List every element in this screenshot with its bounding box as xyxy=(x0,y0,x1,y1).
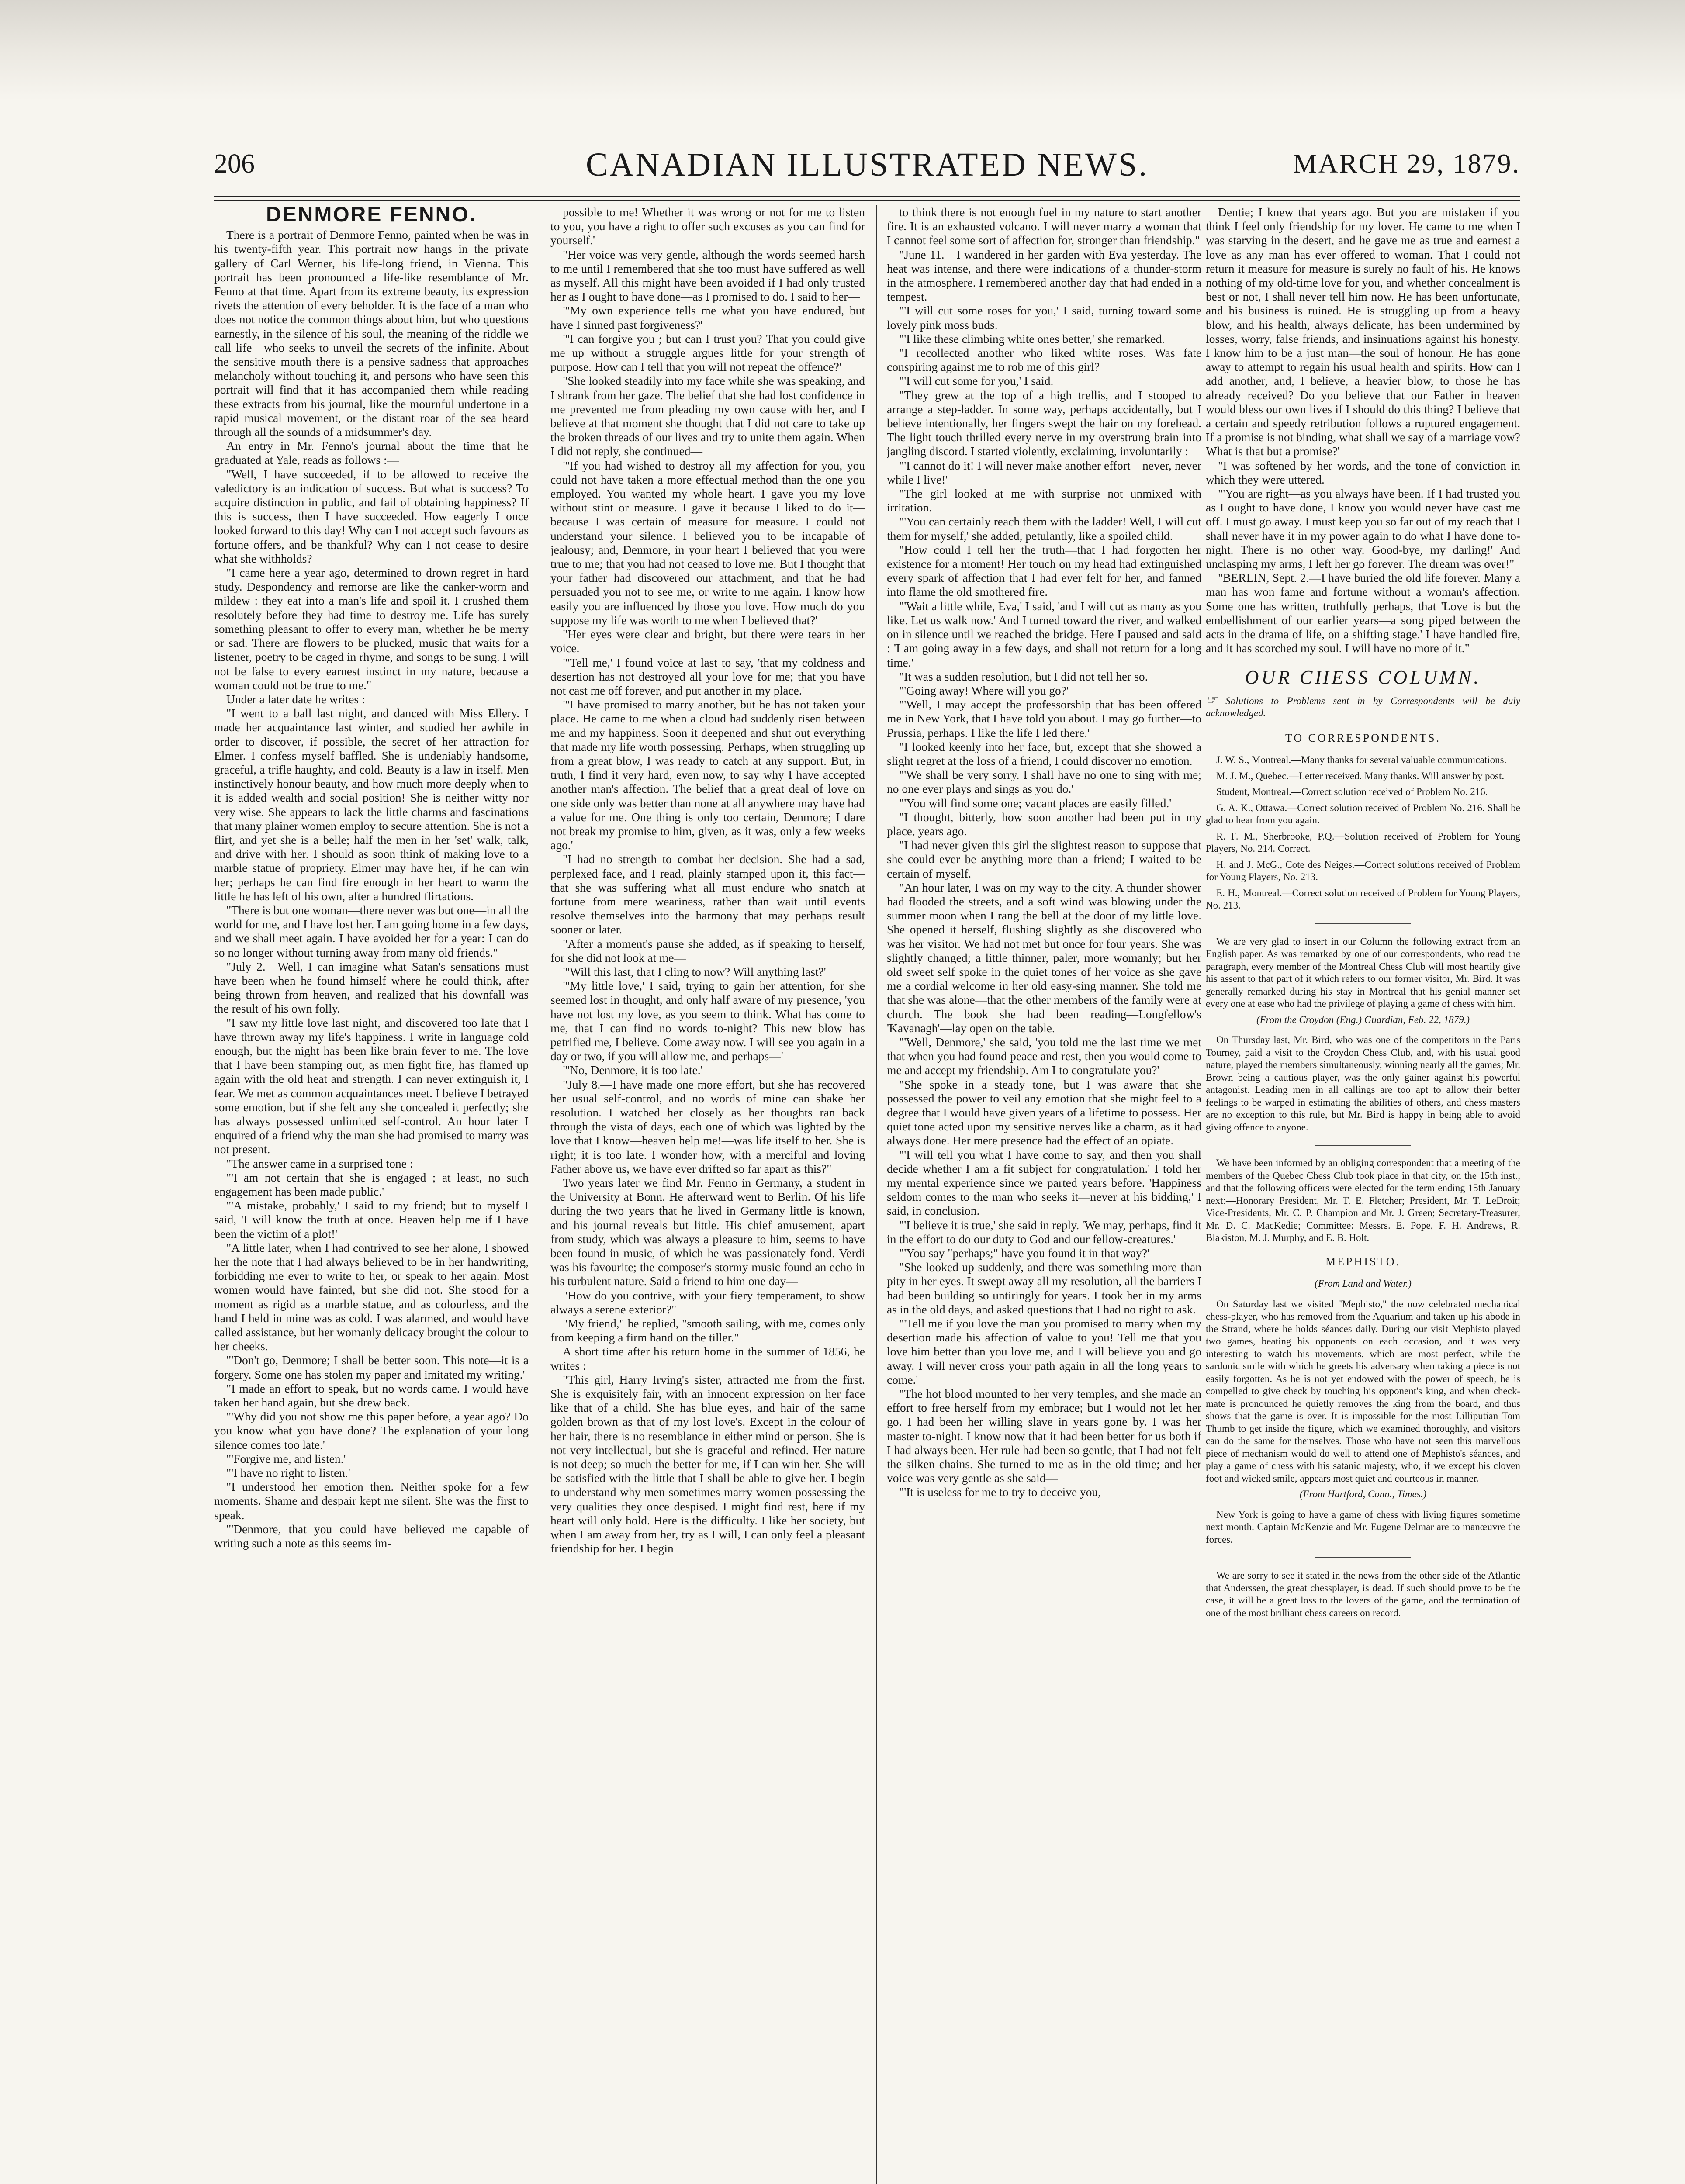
divider xyxy=(1315,1145,1411,1146)
column-1 xyxy=(214,205,529,2184)
column-2 xyxy=(550,205,865,2184)
paragraph: "'A mistake, probably,' I said to my friend; but to myself I said, 'I will know the truth at once. Heaven help me if I have been the victim of a plot!' xyxy=(214,1199,529,1241)
paragraph: possible to me! Whether it was wrong or not for me to listen to you, you have a right to offer such excuses as you can find for yourself.' xyxy=(550,205,865,247)
paragraph: "'You will find some one; vacant places are easily filled.' xyxy=(899,796,1172,810)
paragraph: "Her eyes were clear and bright, but there were tears in her voice. xyxy=(550,627,865,655)
paragraph: E. H., Montreal.—Correct solution received of Problem for Young Players, No. 213. xyxy=(1206,887,1520,911)
chess-column-title: OUR CHESS COLUMN. xyxy=(1245,666,1481,688)
paragraph: "'Well, I may accept the professorship that has been offered me in New York, that I have told you about. I may go further—to Prussia, perhaps. I like the life I led there.' xyxy=(887,698,1201,740)
paragraph: "How do you contrive, with your fiery temperament, to show always a serene exterior?" xyxy=(550,1288,865,1316)
chess-column xyxy=(1206,694,1520,1620)
paragraph: "'I can forgive you ; but can I trust you? That you could give me up without a struggle argues little for your strength of purpose. How can I tell that you will not repeat the offence?' xyxy=(550,332,865,374)
paragraph: "I had never given this girl the slightest reason to suppose that she could ever be anything more than a friend; I waited to be certain of myself. xyxy=(887,838,1201,880)
paragraph: "I made an effort to speak, but no words came. I would have taken her hand again, but she drew back. xyxy=(214,1381,529,1410)
header-rule-thick xyxy=(214,196,1520,197)
column-1-body xyxy=(214,228,529,1550)
paragraph: "'We shall be very sorry. I shall have no one to sing with me; no one ever plays and sings as you do.' xyxy=(887,768,1201,796)
column-4 xyxy=(1206,205,1520,2184)
paragraph: M. J. M., Quebec.—Letter received. Many thanks. Will answer by post. xyxy=(1216,770,1505,781)
paragraph: Student, Montreal.—Correct solution received of Problem No. 216. xyxy=(1216,786,1488,798)
chess-paragraph-2: On Thursday last, Mr. Bird, who was one of the competitors in the Paris Tourney, paid a visit to the Croydon Chess Club, and, with his usual good nature, played the members simultaneously, winning nearly all the games; Mr. Brown being a cautious player, was the only gainer against his powerful antagonist. Leading men in all callings are too apt to allow their better feelings to be warped in estimating the abilities of others, and chess masters are no exception to this rule, but Mr. Bird is happy in being able to avoid giving offence to anyone. xyxy=(1206,1034,1520,1133)
issue-date: MARCH 29, 1879. xyxy=(1293,149,1520,179)
paragraph: "'If you had wished to destroy all my affection for you, you could not have taken a more effectual method than the one you employed. You wanted my whole heart. I gave you my love without stint or measure. I gave it because I liked to do it—because I was certain of measure for measure. I could not understand your silence. I believed you to be incapable of jealousy; and, Denmore, in your heart I believed that you were true to me; that you had not ceased to love me. But I thought that your father had discovered our attachment, and that he had persuaded you not to see me, or write to me again. I know how easily you are influenced by those you love. How much do you suppose my life was worth to me when I believed that?' xyxy=(550,458,865,627)
source-credit-2: (From Land and Water.) xyxy=(1315,1278,1412,1289)
paragraph: "It was a sudden resolution, but I did not tell her so. xyxy=(899,669,1148,683)
paragraph: to think there is not enough fuel in my nature to start another fire. It is an exhausted volcano. I will never marry a woman that I cannot feel some sort of affection for, stronger than friendship." xyxy=(887,205,1201,247)
mephisto-title: MEPHISTO. xyxy=(1325,1255,1401,1268)
paragraph: "'I have no right to listen.' xyxy=(226,1466,350,1480)
paragraph: "'You say "perhaps;" have you found it in that way?' xyxy=(899,1246,1150,1260)
paragraph: "I understood her emotion then. Neither spoke for a few moments. Shame and despair kept me silent. She was the first to speak. xyxy=(214,1480,529,1522)
source-credit-1: (From the Croydon (Eng.) Guardian, Feb. 22, 1879.) xyxy=(1256,1014,1470,1025)
paragraph: "My friend," he replied, "smooth sailing, with me, comes only from keeping a firm hand on the tiller." xyxy=(550,1317,865,1344)
paragraph: "'Tell me if you love the man you promised to marry when my desertion made his affection of value to you! Tell me that you love him better than you love me, and I will believe you and go away. I will never cross your path again in all the long years to come.' xyxy=(887,1317,1201,1386)
paragraph: "'I will tell you what I have come to say, and then you shall decide whether I am a fit subject for congratulation.' I told her my mental experience since we parted years before. 'Happiness seldom comes to the man who seeks it—never at his bidding,' I said, in conclusion. xyxy=(887,1147,1201,1218)
paragraph: There is a portrait of Denmore Fenno, painted when he was in his twenty-fifth year. This portrait now hangs in the private gallery of Carl Werner, his life-long friend, in Vienna. This portrait has been pronounced a life-like resemblance of Mr. Fenno at that time. Apart from its extreme beauty, its expression rivets the attention of every beholder. It is the face of a man who does not notice the common things about him, but who questions earnestly, in the silence of his soul, the meaning of the riddle we call life—who seeks to unveil the secrets of the infinite. About the sensitive mouth there is a pensive sadness that approaches melancholy without touching it, and persons who have seen this portrait will find that it has accompanied them while reading these extracts from his journal, like the mournful undertone in a rapid musical movement, or the distant roar of the sea heard through all the sounds of a midsummer's day. xyxy=(214,228,529,439)
paragraph: "This girl, Harry Irving's sister, attracted me from the first. She is exquisitely fair, with an innocent expression on her face like that of a child. She has blue eyes, and hair of the same golden brown as that of my lost love's. Except in the colour of her hair, there is no resemblance in either mind or person. She is not very intellectual, but she is graceful and refined. Her nature is not deep; so much the better for me, if I can win her. She will be satisfied with the little that I shall be able to give her. I begin to understand why men sometimes marry women possessing the very qualities they once despised. I might find rest, here if my heart will only hold. Here is the difficulty. I like her society, but when I am away from her, try as I will, I can only feel a pleasant friendship for her. I begin xyxy=(550,1372,865,1555)
paragraph: An entry in Mr. Fenno's journal about the time that he graduated at Yale, reads as follows :— xyxy=(214,439,529,467)
paragraph: "An hour later, I was on my way to the city. A thunder shower had flooded the streets, and a soft wind was blowing under the summer moon when I rang the bell at the door of my little love. She opened it herself, flushing slightly as she discovered who was her visitor. We had not met but once for four years. She was slightly changed; a little thinner, paler, more womanly; but her old sweet self spoke in the quiet tones of her voice as she gave me a cordial welcome in her old easy-sing manner. She told me that she was alone—that the other members of the family were at church. The book she had been reading—Longfellow's 'Kavanagh'—lay open on the table. xyxy=(887,880,1201,1035)
paragraph: "I saw my little love last night, and discovered too late that I have thrown away my life's happiness. I write in language cold enough, but the night has been like brain fever to me. The love that I have been stamping out, as men fight fire, has flamed up again with the old heat and strength. I can never extinguish it, I fear. We met as common acquaintances meet. I believe I betrayed some emotion, but if she felt any she concealed it perfectly; she has always possessed unlimited self-control. An hour later I enquired of a friend why the man she had promised to marry was not present. xyxy=(214,1016,529,1156)
paragraph: "'You are right—as you always have been. If I had trusted you as I ought to have done, I know you would never have cast me off. I must go away. I must keep you so far out of my reach that I shall never have it in my power again to do what I have done to-night. There is no other way. Good-bye, my darling!' And unclasping my arms, I left her go forever. The dream was over!" xyxy=(1206,487,1520,571)
paragraph: J. W. S., Montreal.—Many thanks for several valuable communications. xyxy=(1216,754,1507,766)
paragraph: "The girl looked at me with surprise not unmixed with irritation. xyxy=(887,487,1201,515)
paragraph: R. F. M., Sherbrooke, P.Q.—Solution received of Problem for Young Players, No. 214. Correct. xyxy=(1206,830,1520,854)
correspondents-title: TO CORRESPONDENTS. xyxy=(1285,731,1441,744)
paragraph: "I thought, bitterly, how soon another had been put in my place, years ago. xyxy=(887,810,1201,838)
paragraph: "She looked up suddenly, and there was something more than pity in her eyes. It swept away all my resolution, all the barriers I had been building so untiringly for years. I took her in my arms as in the old days, and asked questions that I had no right to ask. xyxy=(887,1260,1201,1316)
page-header xyxy=(214,144,1520,192)
paragraph: "'You can certainly reach them with the ladder! Well, I will cut them for myself,' she added, petulantly, like a spoiled child. xyxy=(887,515,1201,543)
divider xyxy=(1315,923,1411,924)
paragraph: "Well, I have succeeded, if to be allowed to receive the valedictory is an indication of success. But what is success? To acquire distinction in public, and fail of obtaining happiness? If this is success, then I have succeeded. How eagerly I once looked forward to this day! Why can I not accept such favours as fortune offers, and be thankful? Why can I not cease to desire what she withholds? xyxy=(214,467,529,565)
page-number: 206 xyxy=(214,149,255,179)
article-title: DENMORE FENNO. xyxy=(266,205,477,226)
paragraph: "'It is useless for me to try to deceive you, xyxy=(899,1485,1101,1499)
paragraph: "July 2.—Well, I can imagine what Satan's sensations must have been when he found himself where he could think, after being thrown from heaven, and realized that his downfall was the result of his own folly. xyxy=(214,959,529,1016)
pointing-hand-icon: ☞ xyxy=(1206,692,1218,707)
paragraph: "'My own experience tells me what you have endured, but have I sinned past forgiveness?' xyxy=(550,304,865,332)
paragraph: "After a moment's pause she added, as if speaking to herself, for she did not look at me— xyxy=(550,936,865,964)
paragraph: "How could I tell her the truth—that I had forgotten her existence for a moment! Her touch on my head had extinguished every spark of affection that I had ever felt for her, and fanned into flame the old smothered fire. xyxy=(887,543,1201,599)
paragraph: "'Don't go, Denmore; I shall be better soon. This note—it is a forgery. Some one has stolen my paper and imitated my writing.' xyxy=(214,1353,529,1381)
paragraph: "'Denmore, that you could have believed me capable of writing such a note as this seems im- xyxy=(214,1522,529,1550)
paragraph: "'Will this last, that I cling to now? Will anything last?' xyxy=(563,964,826,978)
paragraph: Two years later we find Mr. Fenno in Germany, a student in the University at Bonn. He afterward went to Berlin. Of his life during the two years that he lived in Germany little is known, and his journal reveals but little. His chief amusement, apart from study, which was always a pleasure to him, seems to have been found in music, of which he was passionately fond. Verdi was his favourite; the composer's stormy music found an echo in his turbulent nature. Said a friend to him one day— xyxy=(550,1176,865,1288)
paragraph: "'Wait a little while, Eva,' I said, 'and I will cut as many as you like. Let us walk now.' And I turned toward the river, and walked on in silence until we reached the bridge. Here I paused and said : 'I am going away in a few days, and shall not return for a long time.' xyxy=(887,599,1201,669)
paragraph: "She spoke in a steady tone, but I was aware that she possessed the power to veil any emotion that she might feel to a degree that I would have given years of a lifetime to possess. Her quiet tone acted upon my sensitive nerves like a charm, as it had always done. Her mere presence had the effect of an opiate. xyxy=(887,1077,1201,1147)
paragraph: "'I am not certain that she is engaged ; at least, no such engagement has been made public.' xyxy=(214,1170,529,1199)
paragraph: "'I will cut some roses for you,' I said, turning toward some lovely pink moss buds. xyxy=(887,304,1201,332)
notice-text: Solutions to Problems sent in by Correspondents will be duly acknowledged. xyxy=(1206,695,1520,719)
paragraph: "The answer came in a surprised tone : xyxy=(226,1156,413,1170)
source-credit-3: (From Hartford, Conn., Times.) xyxy=(1299,1489,1427,1500)
paragraph: "I had no strength to combat her decision. She had a sad, perplexed face, and I read, plainly stamped upon it, this fact—that she was suffering what all must endure who snatch at fortune from mere weariness, rather than wait until events resolve themselves into the harmony that may perhaps result sooner or later. xyxy=(550,852,865,936)
paragraph: "'I cannot do it! I will never make another effort—never, never while I live!' xyxy=(887,458,1201,486)
chess-paragraph-4: On Saturday last we visited "Mephisto," the now celebrated mechanical chess-player, who has removed from the Aquarium and taken up his abode in the Strand, where he holds séances daily. During our visit Mephisto played two games, beating his opponents on each occasion, and it was very interesting to watch his movements, which are most perfect, while the sardonic smile with which he greets his adversary when taking a piece is not easily forgotten. As he is not yet endowed with the power of speech, he is compelled to give check by touching his opponent's king, and when check-mate is pronounced he quietly removes the king from the board, and thus shows that the game is over. It is impossible for the most Lilliputian Tom Thumb to get inside the figure, which we examined thoroughly, and visitors can do the same for themselves. Those who have not seen this marvellous piece of mechanism would do well to attend one of Mephisto's séances, and play a game of chess with his satanic majesty, who, if we except his cloven foot and wicked smile, appears most quiet and courteous in manner. xyxy=(1206,1298,1520,1484)
paragraph: "I was softened by her words, and the tone of conviction in which they were uttered. xyxy=(1206,458,1520,486)
divider xyxy=(1315,1557,1411,1558)
column-4-body xyxy=(1206,205,1520,656)
paragraph: "'I will cut some for you,' I said. xyxy=(899,374,1054,388)
correspondents-list xyxy=(1206,754,1520,912)
paragraph: "A little later, when I had contrived to see her alone, I showed her the note that I had always believed to be in her handwriting, forbidding me ever to write to her, or speak to her again. Most women would have fainted, but she did not. She stood for a moment as rigid as a marble statue, and as colourless, and the hand I held in mine was as cold. I was alarmed, and would have called assistance, but her womanly delicacy brought the colour to her cheeks. xyxy=(214,1241,529,1353)
paragraph: "I looked keenly into her face, but, except that she showed a slight regret at the loss of a friend, I could discover no emotion. xyxy=(887,740,1201,767)
paragraph: "I recollected another who liked white roses. Was fate conspiring against me to rob me of this girl? xyxy=(887,346,1201,374)
paragraph: "The hot blood mounted to her very temples, and she made an effort to free herself from my embrace; but I would not let her go. I had been her willing slave in years gone by. I was her master to-night. I know now that it had been better for us both if I had always been. Her rule had been so gentle, that I had not felt the silken chains. She turned to me as in the old time; and her voice was very gentle as she said— xyxy=(887,1387,1201,1485)
paragraph: "They grew at the top of a high trellis, and I stooped to arrange a step-ladder. In some way, perhaps accidentally, but I believe intentionally, her fingers swept the hair on my forehead. The light touch thrilled every nerve in my overstrung brain into jangling discord. I started violently, exclaiming, involuntarily : xyxy=(887,388,1201,458)
paragraph: G. A. K., Ottawa.—Correct solution received of Problem No. 216. Shall be glad to hear from you again. xyxy=(1206,802,1520,826)
paragraph: "BERLIN, Sept. 2.—I have buried the old life forever. Many a man has won fame and fortune without a woman's affection. Some one has written, truthfully perhaps, that 'Love is but the embellishment of our earlier years—a song piped between the acts in the drama of life, on a shifting stage.' I have handled fire, and it has scorched my soul. I will have no more of it." xyxy=(1206,571,1520,655)
paragraph: "'Forgive me, and listen.' xyxy=(226,1451,346,1465)
paragraph: "'Tell me,' I found voice at last to say, 'that my coldness and desertion has not destroyed all your love for me; that you have not cast me off forever, and put another in my place.' xyxy=(550,655,865,697)
paragraph: "'Going away! Where will you go?' xyxy=(899,683,1069,697)
paragraph: "'No, Denmore, it is too late.' xyxy=(563,1063,703,1077)
paragraph: "'I believe it is true,' she said in reply. 'We may, perhaps, find it in the effort to do our duty to God and our fellow-creatures.' xyxy=(887,1218,1201,1246)
chess-paragraph-6: We are sorry to see it stated in the news from the other side of the Atlantic that Anderssen, the great chessplayer, is dead. If such should prove to be the case, it will be a great loss to the lovers of the game, and the termination of one of the most brilliant chess careers on record. xyxy=(1206,1570,1520,1618)
paragraph: "I went to a ball last night, and danced with Miss Ellery. I made her acquaintance last winter, and studied her awhile in order to discover, if possible, the secret of her attraction for Elmer. I confess myself baffled. She is undeniably handsome, graceful, a trifle haughty, and cold. Beauty is a law in itself. Men instinctively honour beauty, and how much more deeply when to it is added wealth and social position! She is neither witty nor very wise. She appears to lack the little charms and fascinations that many plainer women employ to secure attention. She is not a flirt, and yet she is a belle; half the men in her 'set' walk, talk, and drive with her. I should as soon think of making love to a marble statue of propriety. Elmer may have her, if he can win her; perhaps he can find fire enough in her heart to warm the little he has left of his own, after a hundred flirtations. xyxy=(214,706,529,903)
paragraph: "Her voice was very gentle, although the words seemed harsh to me until I remembered that she too must have suffered as well as myself. All this might have been avoided if I had only trusted her as I ought to have done—as I promised to do. I said to her— xyxy=(550,247,865,304)
chess-paragraph-1: We are very glad to insert in our Column the following extract from an English paper. As was remarked by one of our correspondents, who read the paragraph, every member of the Montreal Chess Club will most heartily give his assent to that part of it which refers to our former visitor, Mr. Bird. It was generally remarked during his stay in Montreal that his genial manner set every one at ease who had the privilege of playing a game of chess with him. xyxy=(1206,936,1520,1009)
paragraph: "There is but one woman—there never was but one—in all the world for me, and I have lost her. I am going home in a few days, and we shall meet again. I have avoided her for a year: I can do so no longer without turning away from many old friends." xyxy=(214,903,529,959)
solutions-notice xyxy=(1206,694,1520,720)
chess-paragraph-3: We have been informed by an obliging correspondent that a meeting of the members of the Quebec Chess Club took place in that city, on the 15th inst., and that the following officers were elected for the term ending 15th January next:—Honorary President, Mr. T. E. Fletcher; President, Mr. T. LeDroit; Vice-Presidents, Mr. C. P. Champion and Mr. J. Green; Secretary-Treasurer, Mr. D. C. MacKedie; Committee: Messrs. E. Pope, F. H. Andrews, R. Blakiston, M. J. Murphy, and E. B. Holt. xyxy=(1206,1158,1520,1244)
scan-top-edge xyxy=(0,0,1685,100)
column-3-body xyxy=(887,205,1201,1500)
article-columns xyxy=(214,205,1520,2184)
column-2-body xyxy=(550,205,865,1556)
paragraph: Under a later date he writes : xyxy=(226,692,365,706)
column-3 xyxy=(887,205,1201,2184)
paragraph: "July 8.—I have made one more effort, but she has recovered her usual self-control, and no words of mine can shake her resolution. I watched her closely as her thoughts ran back through the vista of days, each one of which was lighted by the love that I know—heaven help me!—was life itself to her. She is right; it is too late. I wonder how, with a merciful and loving Father above us, we have ever drifted so far apart as this?" xyxy=(550,1077,865,1175)
publication-title: CANADIAN ILLUSTRATED NEWS. xyxy=(585,146,1149,183)
paragraph: "She looked steadily into my face while she was speaking, and I shrank from her gaze. The belief that she had lost confidence in me prevented me from pleading my own cause with her, and I believe at that moment she thought that I did not care to take up the broken threads of our lives and try to unite them again. When I did not reply, she continued— xyxy=(550,374,865,458)
paragraph: "I came here a year ago, determined to drown regret in hard study. Despondency and remorse are like the canker-worm and mildew : they eat into a man's life and spoil it. I crushed them resolutely before they had time to destroy me. Life has surely something pleasant to offer to every man, whether he be merry or sad. There are flowers to be plucked, music that waits for a listener, poetry to be caged in rhyme, and songs to be sung. I will not be false to every earnest instinct in my nature, because a woman could not be true to me." xyxy=(214,566,529,692)
paragraph: "'Why did you not show me this paper before, a year ago? Do you know what you have done? The explanation of your long silence comes too late.' xyxy=(214,1410,529,1451)
paragraph: "'I have promised to marry another, but he has not taken your place. He came to me when a cloud had suddenly risen between me and my happiness. Soon it deepened and shut out everything that made my life worth possessing. Perhaps, when struggling up from a great blow, I was ready to catch at any support. But, in truth, I find it very hard, even now, to say why I have accepted another man's affection. The belief that a great deal of love on one side only was better than none at all anywhere may have had a value for me. One thing is only too certain, Denmore; I dare not break my promise to him, given, as it was, only a few weeks ago.' xyxy=(550,698,865,852)
column-rule-2 xyxy=(876,205,877,2184)
paragraph: A short time after his return home in the summer of 1856, he writes : xyxy=(550,1344,865,1372)
chess-paragraph-5: New York is going to have a game of chess with living figures sometime next month. Captain McKenzie and Mr. Eugene Delmar are to manœuvre the forces. xyxy=(1206,1509,1520,1545)
paragraph: H. and J. McG., Cote des Neiges.—Correct solutions received of Problem for Young Players, No. 213. xyxy=(1206,859,1520,883)
paragraph: "'Well, Denmore,' she said, 'you told me the last time we met that when you had found peace and rest, then you would come to me and accept my friendship. Am I to congratulate you?' xyxy=(887,1035,1201,1077)
paragraph: "June 11.—I wandered in her garden with Eva yesterday. The heat was intense, and there were indications of a thunder-storm in the atmosphere. I remembered another day that had ended in a tempest. xyxy=(887,247,1201,304)
paragraph: "'I like these climbing white ones better,' she remarked. xyxy=(899,332,1165,346)
header-rule-thin xyxy=(214,200,1520,201)
paragraph: Dentie; I knew that years ago. But you are mistaken if you think I feel only friendship for my lover. He came to me when I was starving in the desert, and he gave me as true and earnest a love as any man has ever offered to woman. That I could not return it measure for measure is surely no fault of his. He knows nothing of my old-time love for you, and whether concealment is best or not, I shall never tell him now. He has been unfortunate, and his business is ruined. He is struggling up from a heavy blow, and his health, always delicate, has been undermined by losses, worry, false friends, and insinuations against his honesty. I know him to be a just man—the soul of honour. He has gone away to attempt to regain his usual health and spirits. How can I add another, and, I believe, a heavier blow, to those he has already received? Do you believe that our Father in heaven would bless our own lives if I should do this thing? I believe that a certain and speedy retribution follows a ruptured engagement. If a promise is not binding, what shall we say of a marriage vow? What is that but a promise?' xyxy=(1206,205,1520,458)
paragraph: "'My little love,' I said, trying to gain her attention, for she seemed lost in thought, and only half aware of my presence, 'you have not lost my love, as you seem to think. What has come to me, that I can find no words to-night? This new blow has petrified me, I believe. Come away now. I will see you again in a day or two, if you will allow me, and perhaps—' xyxy=(550,979,865,1063)
